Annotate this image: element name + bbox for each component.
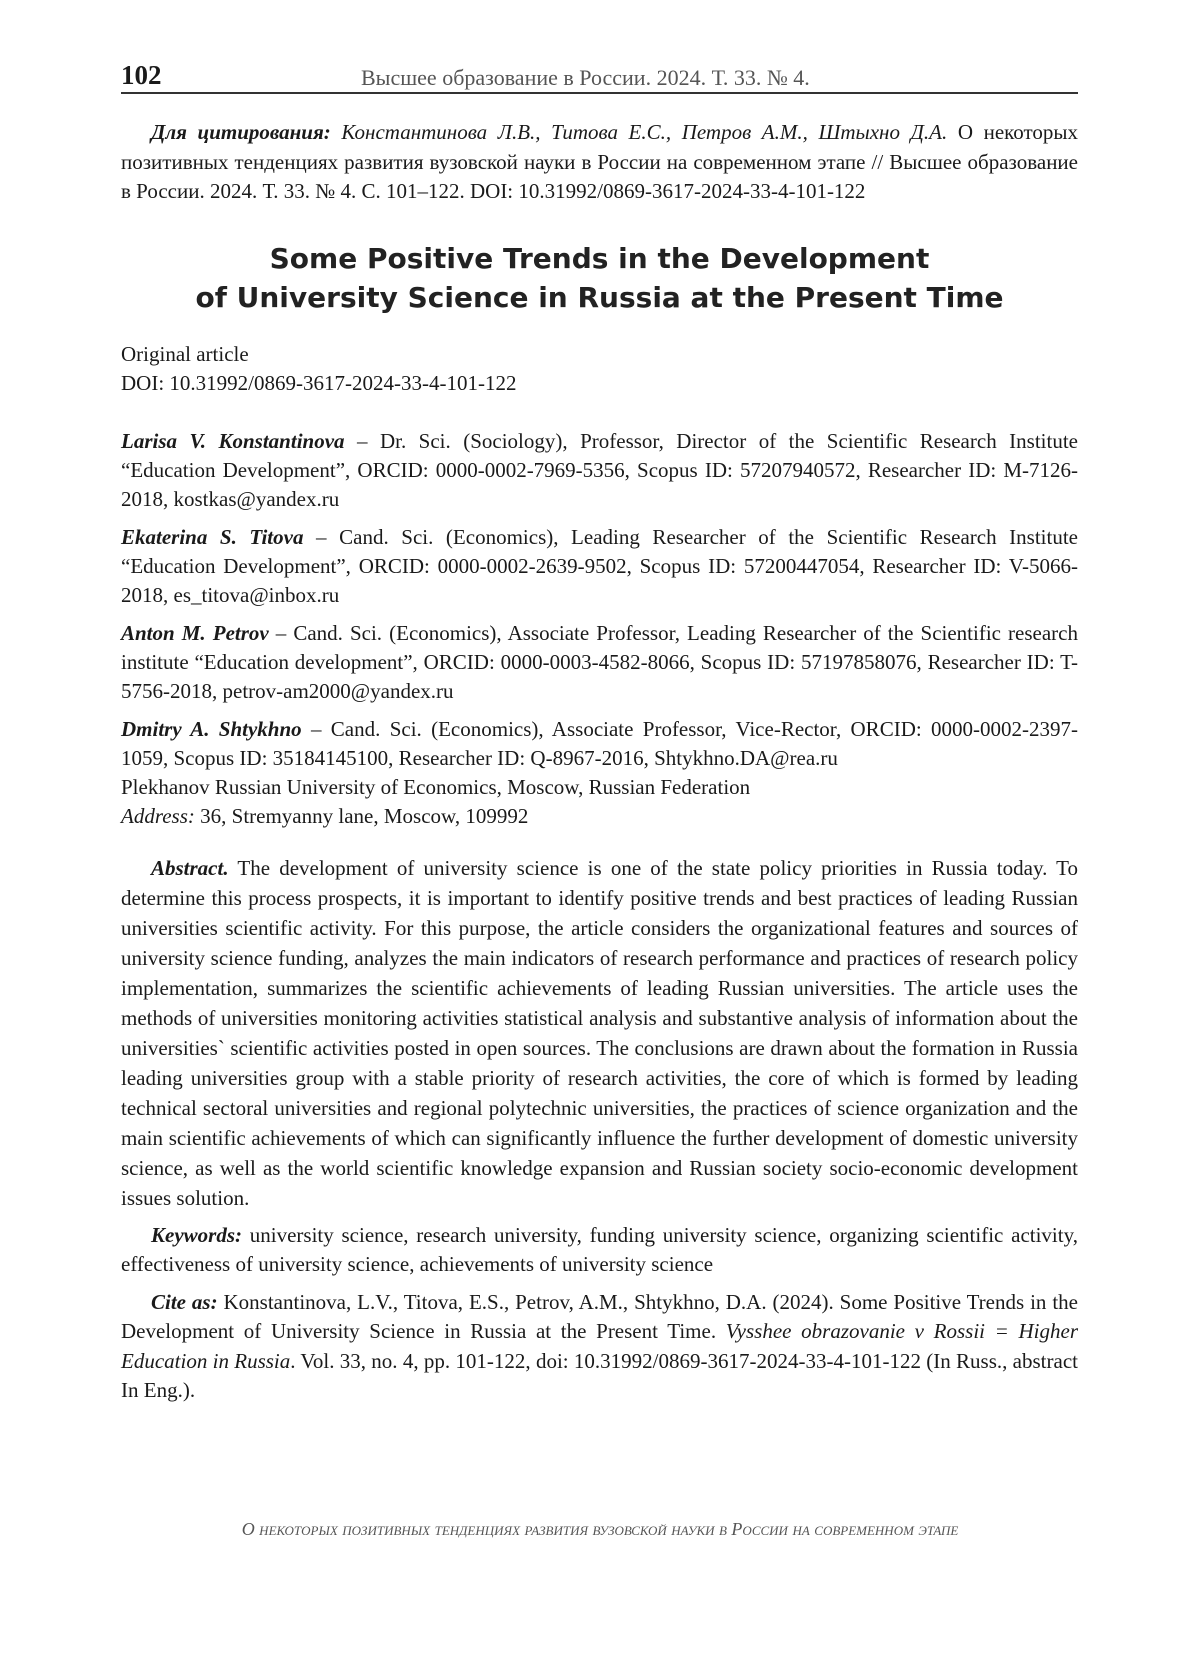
- author-name: Ekaterina S. Titova: [121, 524, 304, 549]
- address-label: Address:: [121, 803, 195, 828]
- author-details: – Cand. Sci. (Economics), Associate Professor, Vice-Rector, ORCID: 0000-0002-2397-1059, Scopus ID: 35184145100, Researcher ID: Q-8967-2016, Shtykhno.DA@rea.ru: [121, 716, 1078, 770]
- author-name: Dmitry A. Shtykhno: [121, 716, 302, 741]
- author-details: – Cand. Sci. (Economics), Leading Researcher of the Scientific Research Institute “Education Development”, ORCID: 0000-0002-2639-9502, Scopus ID: 57200447054, Researcher ID: V-5066-2018, es_titova@inbox.ru: [121, 524, 1078, 607]
- citation-english-label: Cite as:: [151, 1289, 218, 1314]
- citation-russian-text: О некоторых позитивных тенденциях развития вузовской науки в России на современном этапе // Высшее образование в России. 2024. Т. 33. № 4. С. 101–122. DOI: 10.31992/0869-3617-2024-33-4-101-122: [121, 120, 1079, 203]
- authors-block: [121, 427, 1078, 831]
- author-entry: [121, 619, 1078, 706]
- citation-english-journal: Vysshee obrazovanie v Rossii = Higher Education in Russia: [121, 1319, 1078, 1373]
- citation-english: [121, 1288, 1078, 1406]
- page-number: 102: [121, 60, 162, 90]
- keywords-label: Keywords:: [151, 1222, 242, 1247]
- author-entry: [121, 427, 1078, 514]
- address-value: 36, Stremyanny lane, Moscow, 109992: [194, 803, 529, 828]
- page: [121, 52, 1078, 1406]
- affiliation-address: [121, 802, 1078, 831]
- author-entry: [121, 715, 1078, 773]
- article-title-line-2: of University Science in Russia at the Present Time: [195, 280, 1004, 314]
- running-footer-title: О некоторых позитивных тенденциях развития вузовской науки в России на современном этапе: [241, 1519, 959, 1539]
- journal-header: Высшее образование в России. 2024. Т. 33. № 4.: [361, 65, 810, 90]
- author-name: Anton M. Petrov: [121, 620, 269, 645]
- affiliation-institution: Plekhanov Russian University of Economics, Moscow, Russian Federation: [121, 774, 751, 799]
- citation-english-tail: . Vol. 33, no. 4, pp. 101-122, doi: 10.31992/0869-3617-2024-33-4-101-122 (In Russ., abstract In Eng.).: [121, 1348, 1078, 1402]
- keywords: [121, 1221, 1078, 1280]
- abstract-label: Abstract.: [151, 855, 229, 880]
- author-entry: [121, 523, 1078, 610]
- article-title: [121, 239, 1078, 317]
- article-type: Original article: [121, 341, 249, 366]
- abstract-text: The development of university science is one of the state policy priorities in Russia today. To determine this process prospects, it is important to identify positive trends and best practices of leading Russian universities scientific activity. For this purpose, the article considers the organizational features and sources of university science funding, analyzes the main indicators of research performance and practices of research policy implementation, summarizes the scientific achievements of leading Russian universities. The article uses the methods of universities monitoring activities statistical analysis and substantive analysis of information about the universities` scientific activities posted in open sources. The conclusions are drawn about the formation in Russia leading universities group with a stable priority of research activities, the core of which is formed by leading technical sectoral universities and regional polytechnic universities, the practices of science organization and the main scientific achievements of which can significantly influence the further development of domestic university science, as well as the world scientific knowledge expansion and Russian society socio-economic development issues solution.: [121, 855, 1078, 1210]
- article-doi: DOI: 10.31992/0869-3617-2024-33-4-101-122: [121, 370, 517, 395]
- abstract: [121, 853, 1078, 1213]
- article-meta: [121, 340, 1078, 398]
- running-header: [121, 52, 1078, 94]
- affiliation: [121, 773, 1078, 831]
- author-name: Larisa V. Konstantinova: [121, 428, 345, 453]
- article-title-line-1: Some Positive Trends in the Development: [269, 241, 930, 275]
- keywords-text: university science, research university, funding university science, organizing scientific activity, effectiveness of university science, achievements of university science: [121, 1222, 1078, 1276]
- citation-russian-authors: Константинова Л.В., Титова Е.С., Петров А.М., Штыхно Д.А.: [341, 120, 948, 144]
- author-details: – Cand. Sci. (Economics), Associate Professor, Leading Researcher of the Scientific research institute “Education development”, ORCID: 0000-0003-4582-8066, Scopus ID: 57197858076, Researcher ID: T-5756-2018, petrov-am2000@yandex.ru: [121, 620, 1078, 703]
- author-details: – Dr. Sci. (Sociology), Professor, Director of the Scientific Research Institute “Education Development”, ORCID: 0000-0002-7969-5356, Scopus ID: 57207940572, Researcher ID: M-7126-2018, kostkas@yandex.ru: [121, 428, 1078, 511]
- citation-english-text: Konstantinova, L.V., Titova, E.S., Petrov, A.M., Shtykhno, D.A. (2024). Some Positive Trends in the Development of University Science in Russia at the Present Time.: [121, 1289, 1078, 1343]
- citation-russian-label: Для цитирования:: [151, 120, 331, 144]
- citation-russian: [121, 118, 1078, 207]
